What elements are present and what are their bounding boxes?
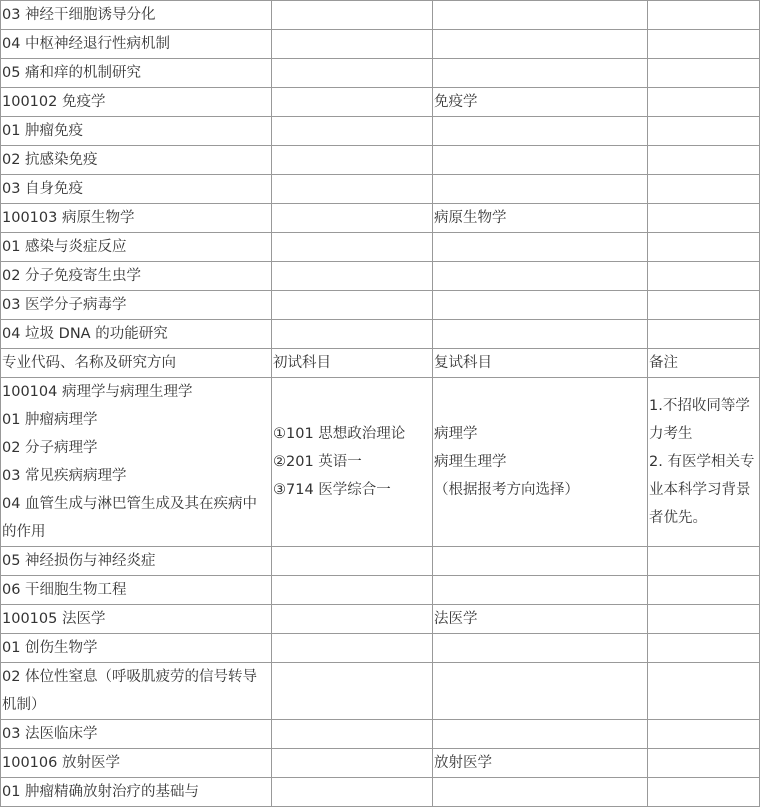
retest-subject-cell [433,117,648,146]
program-directions-block [1,378,272,547]
program-direction-cell: 04 中枢神经退行性病机制 [1,30,272,59]
table-row [1,663,760,720]
table-row [1,262,760,291]
program-direction-cell: 100103 病原生物学 [1,204,272,233]
remarks-cell [648,634,760,663]
retest-subject-cell: 法医学 [433,605,648,634]
remarks-cell [648,30,760,59]
table-row [1,605,760,634]
table-row [1,88,760,117]
retest-subject-cell [433,30,648,59]
program-direction-cell: 03 神经干细胞诱导分化 [1,1,272,30]
initial-exam-cell [272,547,433,576]
remarks-cell [648,146,760,175]
retest-subject-cell [433,59,648,88]
initial-exam-cell [272,30,433,59]
remarks-cell [648,778,760,807]
retest-subject-cell [433,634,648,663]
program-direction-cell: 01 创伤生物学 [1,634,272,663]
table-row [1,749,760,778]
retest-subject-cell [433,547,648,576]
initial-exam-cell [272,634,433,663]
program-direction-cell: 05 痛和痒的机制研究 [1,59,272,88]
table-row [1,634,760,663]
table-row [1,175,760,204]
retest-subject-cell [433,720,648,749]
initial-exam-cell [272,117,433,146]
table-row [1,30,760,59]
initial-exam-cell [272,291,433,320]
block-line: 04 血管生成与淋巴管生成及其在疾病中的作用 [2,496,258,540]
block-line: ③714 医学综合一 [273,482,391,498]
remarks-cell [648,117,760,146]
block-line: 2. 有医学相关专业本科学习背景者优先。 [649,454,755,526]
retest-subject-cell [433,778,648,807]
initial-exam-cell [272,663,433,720]
program-direction-cell: 06 干细胞生物工程 [1,576,272,605]
retest-subject-cell [433,175,648,204]
program-direction-cell: 03 医学分子病毒学 [1,291,272,320]
initial-exam-cell [272,262,433,291]
retest-subject-cell [433,576,648,605]
initial-exam-cell [272,720,433,749]
remarks-block [648,378,760,547]
retest-subject-cell [433,233,648,262]
initial-exam-cell [272,320,433,349]
program-block-row [1,378,760,547]
retest-subject-cell: 病原生物学 [433,204,648,233]
retest-subject-cell: 放射医学 [433,749,648,778]
remarks-cell [648,262,760,291]
program-direction-cell: 03 自身免疫 [1,175,272,204]
initial-exam-cell [272,175,433,204]
table-row [1,59,760,88]
table-row [1,720,760,749]
program-direction-cell: 100102 免疫学 [1,88,272,117]
initial-exam-cell [272,146,433,175]
initial-exam-cell [272,605,433,634]
remarks-cell [648,663,760,720]
block-line: 03 常见疾病病理学 [2,468,127,484]
table-row [1,117,760,146]
remarks-cell [648,88,760,117]
table-row [1,576,760,605]
initial-exam-cell [272,88,433,117]
header-initial-exam: 初试科目 [272,349,433,378]
initial-exam-cell [272,233,433,262]
retest-subject-cell [433,262,648,291]
remarks-cell [648,547,760,576]
retest-subject-cell: 免疫学 [433,88,648,117]
table-row [1,291,760,320]
retest-subject-cell [433,663,648,720]
block-line: 02 分子病理学 [2,440,98,456]
block-line: ②201 英语一 [273,454,362,470]
table-row [1,204,760,233]
block-line: 病理学 [434,426,478,442]
remarks-cell [648,320,760,349]
program-direction-cell: 03 法医临床学 [1,720,272,749]
initial-exam-cell [272,749,433,778]
retest-subjects-block [433,378,648,547]
program-direction-cell: 01 肿瘤免疫 [1,117,272,146]
table-row [1,146,760,175]
header-remarks: 备注 [648,349,760,378]
block-line: 1.不招收同等学力考生 [649,398,750,442]
program-direction-cell: 100105 法医学 [1,605,272,634]
initial-exam-cell [272,204,433,233]
table-row [1,547,760,576]
remarks-cell [648,291,760,320]
header-row [1,349,760,378]
remarks-cell [648,59,760,88]
block-line: ①101 思想政治理论 [273,426,406,442]
table-row [1,1,760,30]
header-retest: 复试科目 [433,349,648,378]
remarks-cell [648,175,760,204]
initial-exam-cell [272,778,433,807]
initial-exam-cell [272,1,433,30]
initial-exam-cell [272,59,433,88]
program-direction-cell: 02 抗感染免疫 [1,146,272,175]
retest-subject-cell [433,291,648,320]
table-row [1,233,760,262]
header-program: 专业代码、名称及研究方向 [1,349,272,378]
program-direction-cell: 02 体位性窒息（呼吸肌疲劳的信号转导机制） [1,663,272,720]
table-row [1,778,760,807]
initial-exam-cell [272,576,433,605]
block-line: （根据报考方向选择） [434,482,579,498]
remarks-cell [648,204,760,233]
retest-subject-cell [433,146,648,175]
program-direction-cell: 100106 放射医学 [1,749,272,778]
program-direction-cell: 01 感染与炎症反应 [1,233,272,262]
remarks-cell [648,233,760,262]
retest-subject-cell [433,1,648,30]
program-direction-cell: 02 分子免疫寄生虫学 [1,262,272,291]
program-direction-cell: 04 垃圾 DNA 的功能研究 [1,320,272,349]
program-direction-cell: 05 神经损伤与神经炎症 [1,547,272,576]
block-line: 病理生理学 [434,454,507,470]
program-direction-cell: 01 肿瘤精确放射治疗的基础与 [1,778,272,807]
remarks-cell [648,1,760,30]
table-row [1,320,760,349]
retest-subject-cell [433,320,648,349]
remarks-cell [648,605,760,634]
remarks-cell [648,749,760,778]
block-line: 100104 病理学与病理生理学 [2,384,193,400]
initial-exam-block [272,378,433,547]
remarks-cell [648,576,760,605]
remarks-cell [648,720,760,749]
block-line: 01 肿瘤病理学 [2,412,98,428]
